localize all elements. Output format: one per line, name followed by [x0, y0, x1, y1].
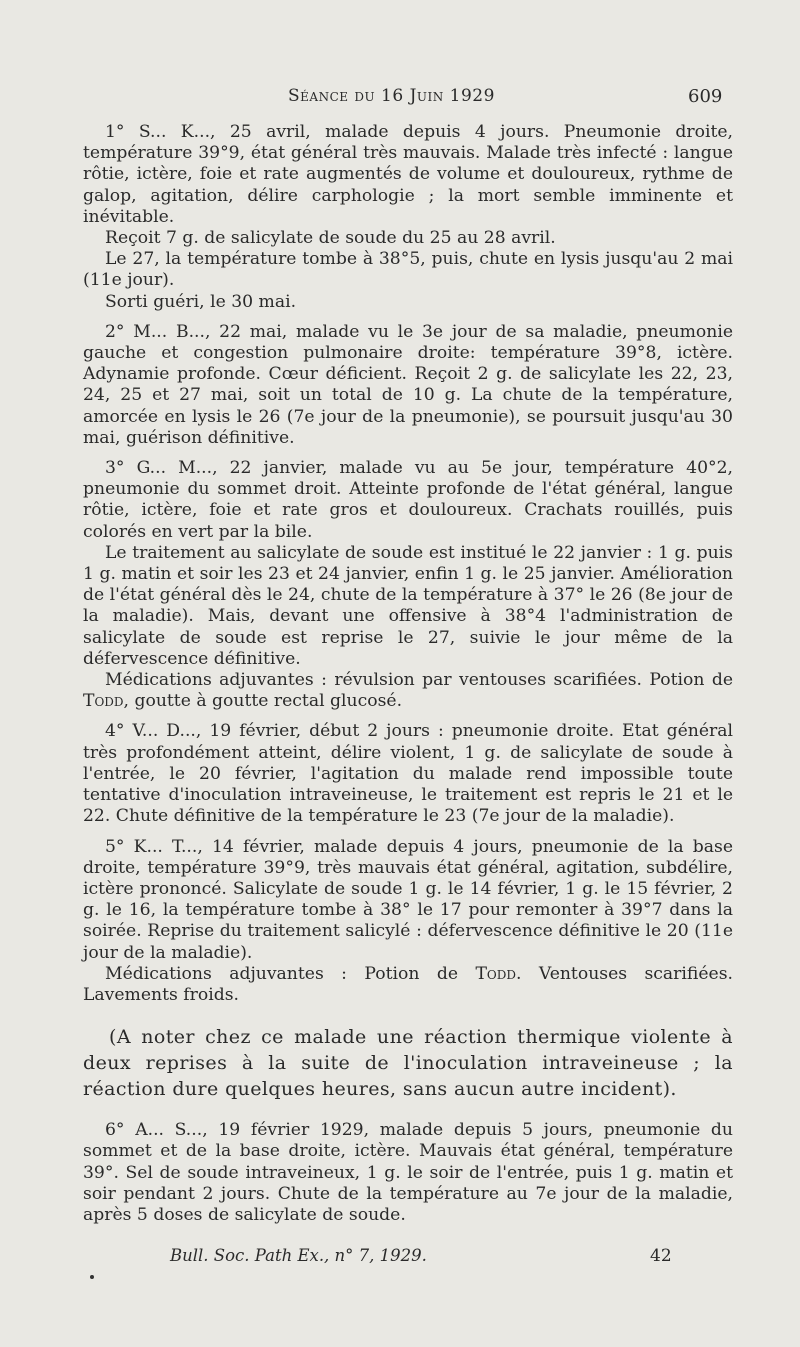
medications-text: Médications adjuvantes : révulsion par ventouses scarifiées. Potion de: [105, 670, 733, 691]
medications-text: . Ventouses scarifiées. Lavements froids.: [83, 963, 733, 1005]
ink-dot: [90, 1275, 94, 1279]
case-3-medications: [83, 670, 733, 712]
case-5-medications: [83, 964, 733, 1006]
case-1-paragraph: Le 27, la température tombe à 38°5, puis, chute en lysis jusqu'au 2 mai (11e jour).: [83, 249, 733, 291]
case-4-paragraph: 4° V... D..., 19 février, début 2 jours : pneumonie droite. Etat général très profondément atteint, délire violent, 1 g. de salicylate de soude à l'entrée, le 20 février, l'agitation du malade rend impossible toute tentative d'inoculation intraveineuse, le traitement est repris le 21 et le 22. Chute définitive de la température le 23 (7e jour de la maladie).: [83, 721, 733, 827]
medication-name: Todd: [475, 963, 516, 984]
medications-text: Médications adjuvantes : Potion de: [105, 963, 476, 984]
page-body: [83, 122, 733, 1226]
note-paragraph: (A noter chez ce malade une réaction thermique violente à deux reprises à la suite de l'inoculation intraveineuse ; la réaction dure quelques heures, sans aucun autre incident).: [83, 1026, 733, 1101]
page-footer: [0, 1246, 800, 1272]
page-number: 609: [688, 86, 723, 107]
signature-mark: 42: [650, 1246, 672, 1266]
journal-citation: Bull. Soc. Path Ex., n° 7, 1929.: [170, 1246, 427, 1265]
case-3-paragraph: 3° G... M..., 22 janvier, malade vu au 5e jour, température 40°2, pneumonie du sommet droit. Atteinte profonde de l'état général, langue rôtie, ictère, foie et rate gros et douloureux. Crachats rouillés, puis colorés en vert par la bile.: [83, 458, 733, 542]
case-1-paragraph: 1° S... K..., 25 avril, malade depuis 4 jours. Pneumonie droite, température 39°9, état général très mauvais. Malade très infecté : langue rôtie, ictère, foie et rate augmentés de volume et douloureux, rythme de galop, agitation, délire carphologie ; la mort semble imminente et inévitable.: [83, 122, 733, 227]
medication-name: Todd: [83, 691, 124, 712]
page-header: [0, 86, 800, 116]
case-1-paragraph: Reçoit 7 g. de salicylate de soude du 25 au 28 avril.: [105, 228, 556, 249]
case-2-paragraph: 2° M... B..., 22 mai, malade vu le 3e jour de sa maladie, pneumonie gauche et congestion pulmonaire droite: température 39°8, ictère. Adynamie profonde. Cœur déficient. Reçoit 2 g. de salicylate les 22, 23, 24, 25 et 27 mai, soit un total de 10 g. La chute de la température, amorcée en lysis le 26 (7e jour de la pneumonie), se poursuit jusqu'au 30 mai, guérison définitive.: [83, 321, 733, 448]
case-1-paragraph: Sorti guéri, le 30 mai.: [105, 291, 297, 312]
medications-text: , goutte à goutte rectal glucosé.: [123, 691, 403, 712]
case-5-paragraph: 5° K... T..., 14 février, malade depuis 4 jours, pneumonie de la base droite, température 39°9, très mauvais état général, agitation, subdélire, ictère prononcé. Salicylate de soude 1 g. le 14 février, 1 g. le 15 février, 2 g. le 16, la température tombe à 38° le 17 pour remonter à 39°7 dans la soirée. Reprise du traitement salicylé : défervescence définitive le 20 (11e jour de la maladie).: [83, 836, 733, 963]
case-6-paragraph: 6° A... S..., 19 février 1929, malade depuis 5 jours, pneumonie du sommet et de la base droite, ictère. Mauvais état général, température 39°. Sel de soude intraveineux, 1 g. le soir de l'entrée, puis 1 g. matin et soir pendant 2 jours. Chute de la température au 7e jour de la maladie, après 5 doses de salicylate de soude.: [83, 1120, 733, 1225]
case-3-paragraph: Le traitement au salicylate de soude est institué le 22 janvier : 1 g. puis 1 g. matin et soir les 23 et 24 janvier, enfin 1 g. le 25 janvier. Amélioration de l'état général dès le 24, chute de la température à 37° le 26 (8e jour de la maladie). Mais, devant une offensive à 38°4 l'administration de salicylate de soude est reprise le 27, suivie le jour même de la défervescence définitive.: [83, 542, 733, 669]
running-title: Séance du 16 Juin 1929: [288, 86, 495, 106]
